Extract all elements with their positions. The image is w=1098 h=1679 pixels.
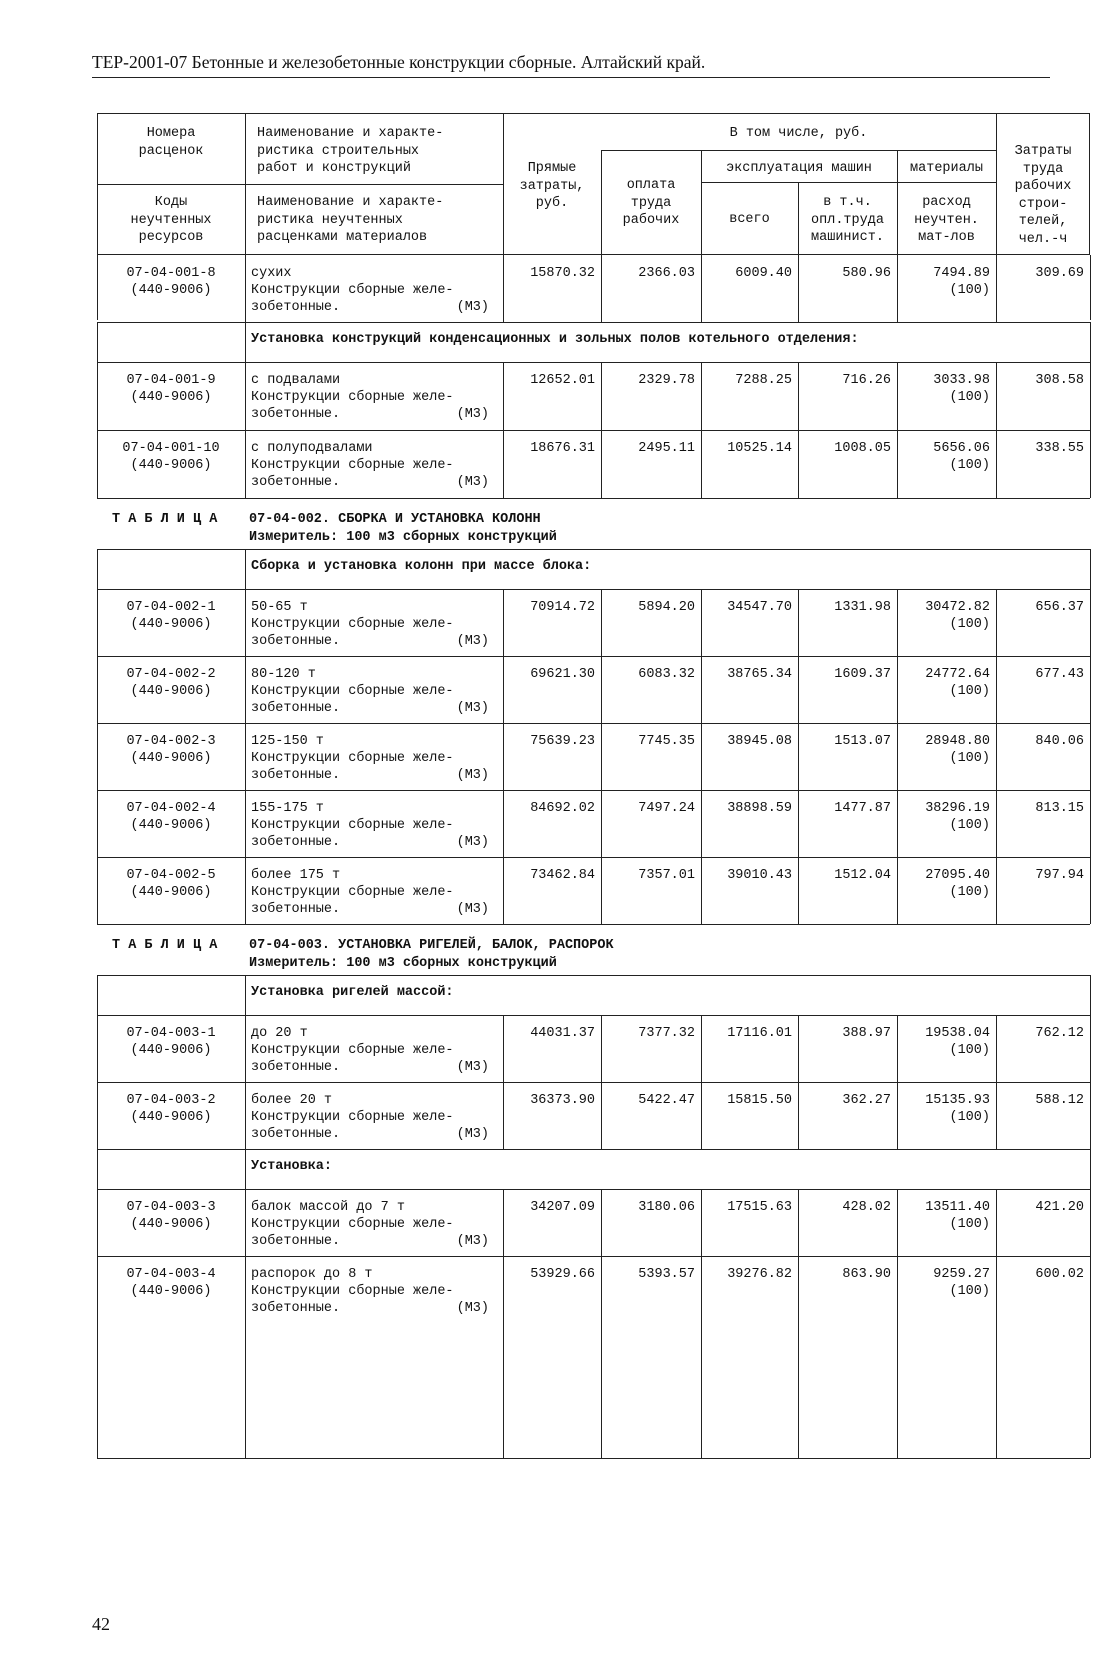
resource-unit: (М3) [456, 701, 489, 716]
rate-number: 07-04-001-10 [122, 441, 220, 456]
header-work-name: Наименование и характе- ристика строительных работ и конструкций [257, 126, 444, 176]
work-name: балок массой до 7 т [251, 1200, 405, 1215]
machinist-wages: 863.90 [842, 1267, 891, 1282]
unaccounted-materials: (100) [949, 1284, 990, 1299]
resource-code: (440-9006) [130, 390, 212, 405]
direct-costs: 84692.02 [530, 801, 595, 816]
unaccounted-materials: (100) [949, 684, 990, 699]
materials: 38296.19 [925, 801, 990, 816]
section-condensation-floors: Установка конструкций конденсационных и зольных полов котельного отделения: [251, 332, 859, 347]
resource-name: зобетонные. [251, 475, 341, 490]
machinist-wages: 580.96 [842, 266, 891, 281]
work-name: 125-150 т [251, 734, 324, 749]
materials: 27095.40 [925, 868, 990, 883]
header-wages: оплата труда рабочих [622, 178, 680, 228]
machines-total: 10525.14 [727, 441, 792, 456]
column-rule [245, 362, 246, 430]
table-07-04-002-title: 07-04-002. СБОРКА И УСТАНОВКА КОЛОНН [249, 512, 541, 527]
labor: 421.20 [1035, 1200, 1084, 1215]
resource-name: Конструкции сборные желе- [251, 390, 454, 405]
materials: 24772.64 [925, 667, 990, 682]
direct-costs: 53929.66 [530, 1267, 595, 1282]
unaccounted-materials: (100) [949, 458, 990, 473]
work-name: 155-175 т [251, 801, 324, 816]
rate-number: 07-04-002-2 [126, 667, 216, 682]
row-rule [97, 498, 1090, 499]
labor: 840.06 [1035, 734, 1084, 749]
column-rule [245, 1082, 246, 1149]
machinist-wages: 428.02 [842, 1200, 891, 1215]
work-name: 80-120 т [251, 667, 316, 682]
resource-name: Конструкции сборные желе- [251, 684, 454, 699]
labor: 308.58 [1035, 373, 1084, 388]
machines-total: 7288.25 [735, 373, 792, 388]
machines-total: 17515.63 [727, 1200, 792, 1215]
machinist-wages: 362.27 [842, 1093, 891, 1108]
wages: 5393.57 [638, 1267, 695, 1282]
header-unaccounted-materials: расход неучтен. мат-лов [914, 195, 979, 245]
resource-code: (440-9006) [130, 885, 212, 900]
unaccounted-materials: (100) [949, 617, 990, 632]
column-rule [996, 1256, 997, 1458]
materials: 7494.89 [933, 266, 990, 281]
machinist-wages: 1477.87 [834, 801, 891, 816]
column-rule [1090, 549, 1091, 589]
column-rule [1090, 1015, 1091, 1150]
unaccounted-materials: (100) [949, 1043, 990, 1058]
materials: 5656.06 [933, 441, 990, 456]
resource-code: (440-9006) [130, 751, 212, 766]
wages: 7745.35 [638, 734, 695, 749]
direct-costs: 69621.30 [530, 667, 595, 682]
section-crossbars: Установка ригелей массой: [251, 985, 454, 1000]
direct-costs: 36373.90 [530, 1093, 595, 1108]
table-07-04-002-label: Т А Б Л И Ц А [112, 512, 218, 527]
resource-name: зобетонные. [251, 701, 341, 716]
resource-name: Конструкции сборные желе- [251, 458, 454, 473]
column-rule [1090, 322, 1091, 362]
resource-unit: (М3) [456, 835, 489, 850]
column-rule [97, 549, 98, 589]
page-header: ТЕР-2001-07 Бетонные и железобетонные конструкции сборные. Алтайский край. [92, 52, 706, 72]
direct-costs: 75639.23 [530, 734, 595, 749]
resource-name: зобетонные. [251, 300, 341, 315]
section-columns-assembly: Сборка и установка колонн при массе блока: [251, 559, 592, 574]
column-rule [601, 1256, 602, 1458]
section-installation: Установка: [251, 1159, 333, 1174]
wages: 5894.20 [638, 600, 695, 615]
direct-costs: 73462.84 [530, 868, 595, 883]
labor: 797.94 [1035, 868, 1084, 883]
column-rule [97, 975, 98, 1015]
machinist-wages: 1609.37 [834, 667, 891, 682]
column-rule [245, 255, 246, 322]
row-rule [701, 182, 996, 183]
resource-name: зобетонные. [251, 1060, 341, 1075]
column-rule [245, 1149, 246, 1189]
column-rule [97, 322, 98, 362]
resource-code: (440-9006) [130, 1217, 212, 1232]
rate-number: 07-04-001-9 [126, 373, 216, 388]
labor: 600.02 [1035, 1267, 1084, 1282]
materials: 28948.80 [925, 734, 990, 749]
machines-total: 6009.40 [735, 266, 792, 281]
direct-costs: 44031.37 [530, 1026, 595, 1041]
column-rule [503, 1256, 504, 1458]
resource-code: (440-9006) [130, 818, 212, 833]
machines-total: 39010.43 [727, 868, 792, 883]
row-rule [97, 184, 503, 185]
unaccounted-materials: (100) [949, 751, 990, 766]
column-rule [245, 322, 246, 362]
column-rule [245, 430, 246, 498]
table-07-04-003-label: Т А Б Л И Ц А [112, 938, 218, 953]
column-rule [245, 1189, 246, 1256]
column-rule [1090, 975, 1091, 1015]
resource-unit: (М3) [456, 768, 489, 783]
header-direct-costs: Прямые затраты, руб. [519, 161, 585, 211]
machines-total: 38945.08 [727, 734, 792, 749]
labor: 762.12 [1035, 1026, 1084, 1041]
labor: 338.55 [1035, 441, 1084, 456]
work-name: до 20 т [251, 1026, 308, 1041]
machinist-wages: 716.26 [842, 373, 891, 388]
column-rule [245, 113, 246, 255]
rate-number: 07-04-002-5 [126, 868, 216, 883]
resource-unit: (М3) [456, 300, 489, 315]
work-name: более 20 т [251, 1093, 333, 1108]
unaccounted-materials: (100) [949, 1110, 990, 1125]
resource-name: зобетонные. [251, 1127, 341, 1142]
column-rule [245, 723, 246, 790]
header-machines-total: всего [729, 212, 770, 227]
row-rule [97, 924, 1090, 925]
resource-code: (440-9006) [130, 684, 212, 699]
resource-code: (440-9006) [130, 458, 212, 473]
materials: 19538.04 [925, 1026, 990, 1041]
resource-name: Конструкции сборные желе- [251, 283, 454, 298]
machinist-wages: 1512.04 [834, 868, 891, 883]
work-name: 50-65 т [251, 600, 308, 615]
rate-number: 07-04-002-3 [126, 734, 216, 749]
direct-costs: 15870.32 [530, 266, 595, 281]
unaccounted-materials: (100) [949, 885, 990, 900]
resource-name: зобетонные. [251, 634, 341, 649]
header-material-name: Наименование и характе- ристика неучтенных расценками материалов [257, 195, 444, 245]
column-rule [1090, 589, 1091, 924]
materials: 3033.98 [933, 373, 990, 388]
wages: 6083.32 [638, 667, 695, 682]
machines-total: 39276.82 [727, 1267, 792, 1282]
labor: 588.12 [1035, 1093, 1084, 1108]
row-rule [97, 1458, 1090, 1459]
resource-name: Конструкции сборные желе- [251, 1217, 454, 1232]
wages: 7377.32 [638, 1026, 695, 1041]
direct-costs: 18676.31 [530, 441, 595, 456]
column-rule [245, 790, 246, 857]
column-rule [245, 1015, 246, 1082]
labor: 309.69 [1035, 266, 1084, 281]
resource-code: (440-9006) [130, 1043, 212, 1058]
machines-total: 38898.59 [727, 801, 792, 816]
labor: 656.37 [1035, 600, 1084, 615]
resource-name: Конструкции сборные желе- [251, 617, 454, 632]
rate-number: 07-04-002-1 [126, 600, 216, 615]
materials: 15135.93 [925, 1093, 990, 1108]
row-rule [601, 150, 996, 151]
resource-name: зобетонные. [251, 1234, 341, 1249]
header-machinist-wages: в т.ч. опл.труда машинист. [811, 195, 884, 245]
column-rule [1090, 362, 1091, 498]
column-rule [1090, 1189, 1091, 1458]
resource-unit: (М3) [456, 1060, 489, 1075]
machinist-wages: 1008.05 [834, 441, 891, 456]
rate-number: 07-04-003-4 [126, 1267, 216, 1282]
page-number: 42 [92, 1614, 110, 1634]
column-rule [245, 589, 246, 656]
work-name: с полуподвалами [251, 441, 373, 456]
column-rule [1090, 1149, 1091, 1189]
unaccounted-materials: (100) [949, 818, 990, 833]
resource-name: Конструкции сборные желе- [251, 751, 454, 766]
work-name: более 175 т [251, 868, 341, 883]
resource-name: зобетонные. [251, 768, 341, 783]
column-rule [1090, 255, 1091, 320]
resource-unit: (М3) [456, 634, 489, 649]
column-rule [245, 975, 246, 1015]
resource-unit: (М3) [456, 475, 489, 490]
resource-unit: (М3) [456, 1301, 489, 1316]
wages: 2366.03 [638, 266, 695, 281]
machines-total: 17116.01 [727, 1026, 792, 1041]
work-name: распорок до 8 т [251, 1267, 373, 1282]
resource-unit: (М3) [456, 1234, 489, 1249]
resource-name: Конструкции сборные желе- [251, 885, 454, 900]
header-labor: Затраты труда рабочих строи- телей, чел.-ч [1014, 144, 1072, 247]
header-including: В том числе, руб. [729, 126, 868, 141]
column-rule [97, 1149, 98, 1189]
work-name: с подвалами [251, 373, 341, 388]
wages: 7497.24 [638, 801, 695, 816]
machinist-wages: 1513.07 [834, 734, 891, 749]
resource-code: (440-9006) [130, 283, 212, 298]
machines-total: 15815.50 [727, 1093, 792, 1108]
resource-code: (440-9006) [130, 617, 212, 632]
resource-name: зобетонные. [251, 902, 341, 917]
table-07-04-002-measure: Измеритель: 100 м3 сборных конструкций [249, 530, 557, 545]
resource-unit: (М3) [456, 407, 489, 422]
rate-number: 07-04-001-8 [126, 266, 216, 281]
table-07-04-003-measure: Измеритель: 100 м3 сборных конструкций [249, 956, 557, 971]
unaccounted-materials: (100) [949, 283, 990, 298]
work-name: сухих [251, 266, 292, 281]
header-materials: материалы [910, 161, 983, 176]
resource-unit: (М3) [456, 1127, 489, 1142]
resource-name: зобетонные. [251, 407, 341, 422]
table-07-04-003-title: 07-04-003. УСТАНОВКА РИГЕЛЕЙ, БАЛОК, РАСПОРОК [249, 938, 614, 953]
labor: 813.15 [1035, 801, 1084, 816]
direct-costs: 12652.01 [530, 373, 595, 388]
column-rule [245, 1256, 246, 1458]
machines-total: 38765.34 [727, 667, 792, 682]
materials: 30472.82 [925, 600, 990, 615]
resource-name: Конструкции сборные желе- [251, 1110, 454, 1125]
resource-code: (440-9006) [130, 1110, 212, 1125]
column-rule [798, 1256, 799, 1458]
resource-name: зобетонные. [251, 835, 341, 850]
column-rule [245, 656, 246, 723]
machines-total: 34547.70 [727, 600, 792, 615]
resource-name: зобетонные. [251, 1301, 341, 1316]
materials: 13511.40 [925, 1200, 990, 1215]
wages: 7357.01 [638, 868, 695, 883]
rate-number: 07-04-003-3 [126, 1200, 216, 1215]
rate-number: 07-04-002-4 [126, 801, 216, 816]
unaccounted-materials: (100) [949, 1217, 990, 1232]
materials: 9259.27 [933, 1267, 990, 1282]
header-rule [92, 77, 1050, 78]
wages: 2329.78 [638, 373, 695, 388]
rate-number: 07-04-003-1 [126, 1026, 216, 1041]
column-rule [245, 857, 246, 924]
wages: 3180.06 [638, 1200, 695, 1215]
unaccounted-materials: (100) [949, 390, 990, 405]
direct-costs: 34207.09 [530, 1200, 595, 1215]
rate-number: 07-04-003-2 [126, 1093, 216, 1108]
column-rule [245, 549, 246, 589]
header-resource-codes: Коды неучтенных ресурсов [130, 195, 212, 245]
wages: 5422.47 [638, 1093, 695, 1108]
resource-name: Конструкции сборные желе- [251, 818, 454, 833]
resource-code: (440-9006) [130, 1284, 212, 1299]
labor: 677.43 [1035, 667, 1084, 682]
resource-unit: (М3) [456, 902, 489, 917]
resource-name: Конструкции сборные желе- [251, 1043, 454, 1058]
header-rate-numbers: Номера расценок [138, 126, 204, 159]
header-machines: эксплуатация машин [726, 161, 872, 176]
wages: 2495.11 [638, 441, 695, 456]
machinist-wages: 388.97 [842, 1026, 891, 1041]
column-rule [701, 1256, 702, 1458]
machinist-wages: 1331.98 [834, 600, 891, 615]
resource-name: Конструкции сборные желе- [251, 1284, 454, 1299]
direct-costs: 70914.72 [530, 600, 595, 615]
